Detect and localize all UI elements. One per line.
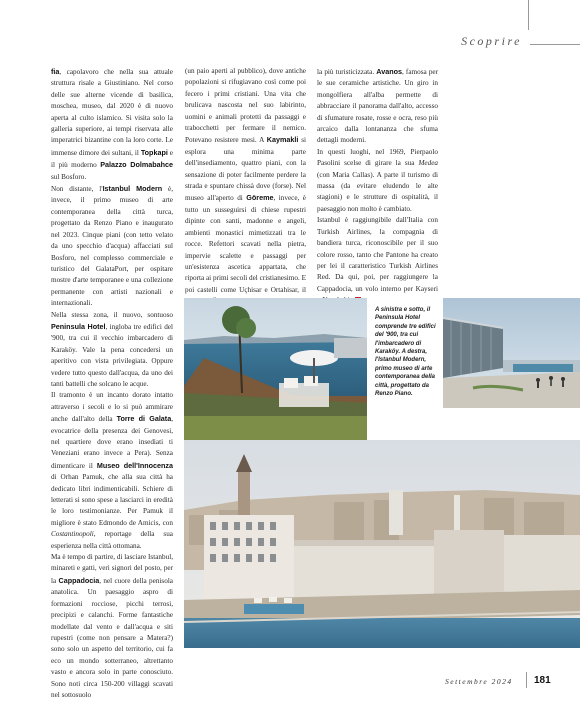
skyline-photo (184, 440, 580, 648)
article-paragraph (51, 390, 173, 552)
text-run: si esplora una minima parte dell'insediamento, quattro piani, con la sensazione di poter facilmente perdere la strada e spuntare chissà dove (forse). Nel museo all'aperto di (185, 136, 307, 203)
text-run: , invece, è tutto un susseguirsi di chiese rupestri dipinte con santi, madonne e angeli, ambienti monastici mimetizzati tra le rocce. Refettori scavati nella pietra, impervie scalette e passaggi per un'esistenza ascetica appartata, che riporta ai primi secoli del cristianesimo. E poi castelli come Uçhisar e Ortahisar, il (185, 194, 307, 294)
text-run: Istanbul è raggiungibile dall'Italia con Turkish Airlines, la compagnia di bandiera turca, riconoscibile per il suo colore rosso, tanto che Pantone ha creato per lei il caratteristico Turkish Airlines Red. Da qui, poi, per raggiungere la Cappadocia, un volo interno per Kayseri (317, 216, 438, 293)
text-run: , nel cuore della penisola anatolica. Un paesaggio aspro di formazioni rocciose, picchi terrosi, precipizi e calanchi. Forme fantastiche modellate dal vento e dall'acqua e siti rupestri (come non pensare a Matera?) sono solo un aspetto del territorio, cui fa eco un mondo sotterraneo, altrettanto vasto e ancora solo in parte conosciuto. Sono noti circa 150-200 villaggi scavati nel sottosuolo (51, 576, 174, 699)
text-run: sul Bosforo. (51, 172, 87, 181)
footer-separator (526, 672, 527, 688)
highlight-term: Istanbul Modern (102, 184, 163, 194)
footer-month: Settembre 2024 (445, 677, 513, 686)
article-paragraph (317, 215, 438, 306)
text-column-2 (185, 66, 306, 298)
header-rule-horizontal (530, 44, 580, 45)
text-run: , famosa per le sue ceramiche artistiche. Un giro in mongolfiera all'alba permette di abbracciare il panorama dall'alto, accesso di sfumature rosate, rosse e ocra, reso più arcaico dalla lontananza che sfuma dettagli moderni. (317, 68, 438, 145)
text-run: , reportage della sua esperienza nella città ottomana. (51, 530, 173, 550)
article-paragraph (317, 147, 438, 215)
highlight-term: Topkapi (140, 147, 168, 157)
highlight-term: Palazzo Dolmabahce (100, 160, 173, 170)
header-rule-vertical (528, 0, 529, 30)
highlight-term: Göreme (246, 193, 274, 203)
text-column-1 (51, 66, 173, 706)
photo-caption: A sinistra e sotto, il Peninsula Hotel comprende tre edifici del '900, tra cui l'imbarcadero di Karaköy. A destra, l'Istanbul Modern, primo museo di arte contemporanea della città, progettato da Renzo Piano. (375, 307, 436, 398)
text-run: , ingloba tre edifici del '900, tra cui il vecchio imbarcadero di Karaköy. Vale la pena concedersi un aperitivo con vista privilegiata. Oppure vedere tutto questo dall'acqua, da uno dei tanti battelli che solcano le acque. (51, 322, 173, 388)
article-paragraph (51, 310, 173, 391)
text-run: e il più moderno (51, 148, 173, 170)
terrace-photo (184, 298, 367, 446)
article-paragraph (51, 552, 173, 701)
text-column-3 (317, 66, 438, 298)
highlight-term: fia (51, 67, 60, 76)
highlight-term: Avanos (376, 67, 402, 76)
text-run: Ma è tempo di partire, di lasciare Istanbul, minareti e gatti, veri signori del posto, per la (51, 553, 173, 585)
section-label: Scoprire (461, 34, 522, 48)
highlight-term: Cappadocia (58, 575, 100, 585)
text-run: (con Maria Callas). A parte il turismo di massa (da evitare eludendo le alte stagioni) e le strutture di ospitalità, il paesaggio non molto è cambiato. (317, 170, 438, 213)
highlight-term: Peninsula Hotel (51, 321, 106, 331)
article-paragraph (51, 183, 173, 309)
text-run: Il tramonto è un incanto dorato intatto attraverso i secoli e lo si può ammirare anche dall'alto della (51, 391, 173, 424)
article-paragraph (185, 66, 306, 309)
text-run: (un paio aperti al pubblico), dove antiche popolazioni si rifugiavano così come poi fecero i primi cristiani. Una vita che brulicava nascosta nel suo labirinto, uomini e animali protetti da passaggi e trabocchetti per fermare il nemico. Potevano resistere mesi. A (185, 67, 306, 145)
text-run: è, invece, il primo museo di arte contemporanea della città turca, progettato da Renzo Piano e inaugurato nel 2023. Cinque piani (con tetto velato da uno specchio d'acqua) affacciati sul Bosforo, nel complesso commerciale e turistico del GalataPort, per ospitare mostre d'arte temporanee e una collezione permanente con artisti nazionali e internazionali. (51, 185, 173, 308)
museum-photo (443, 298, 580, 408)
text-run: Non distante, l' (51, 185, 103, 194)
highlight-term: Kaymakli (266, 135, 299, 145)
text-run: In questi luoghi, nel 1969, Pierpaolo Pasolini scelse di girare la sua (317, 147, 438, 168)
text-run: la più turisticizzata. (317, 68, 377, 76)
article-paragraph (317, 66, 438, 147)
highlight-term: Museo dell'Innocenza (96, 460, 173, 470)
text-run: Nella stessa zona, il nuovo, sontuoso (51, 310, 173, 319)
text-run: , capolavoro che nella sua attuale struttura risale a Giustiniano. Nel corso delle sue alterne vicende di basilica, moschea, museo, dal 2020 è di nuovo aperta al culto islamico. Si visita solo la galleria superiore, ai tempi riservata alle imperatrici bizantine con la loro corte. Le immense dimore dei sultani, il (51, 68, 173, 157)
title-italic: Medea (418, 159, 438, 168)
article-paragraph (51, 66, 173, 183)
title-italic: Costantinopoli (51, 530, 94, 539)
page-number: 181 (534, 675, 551, 686)
text-run: di Orhan Pamuk, che alla sua città ha dedicato libri indimenticabili. Schiere di letterati si sono spese a lasciarci in eredità le loro testimonianze. Per Pamuk il migliore è stato Edmondo de Amicis, con (51, 473, 173, 527)
highlight-term: Torre di Galata (116, 414, 172, 424)
text-run: , evocatrice della presenza dei Genovesi, nel quartiere dove erano insediati ti Veneziani erano invece a Pera). Senza dimenticare il (51, 415, 173, 470)
